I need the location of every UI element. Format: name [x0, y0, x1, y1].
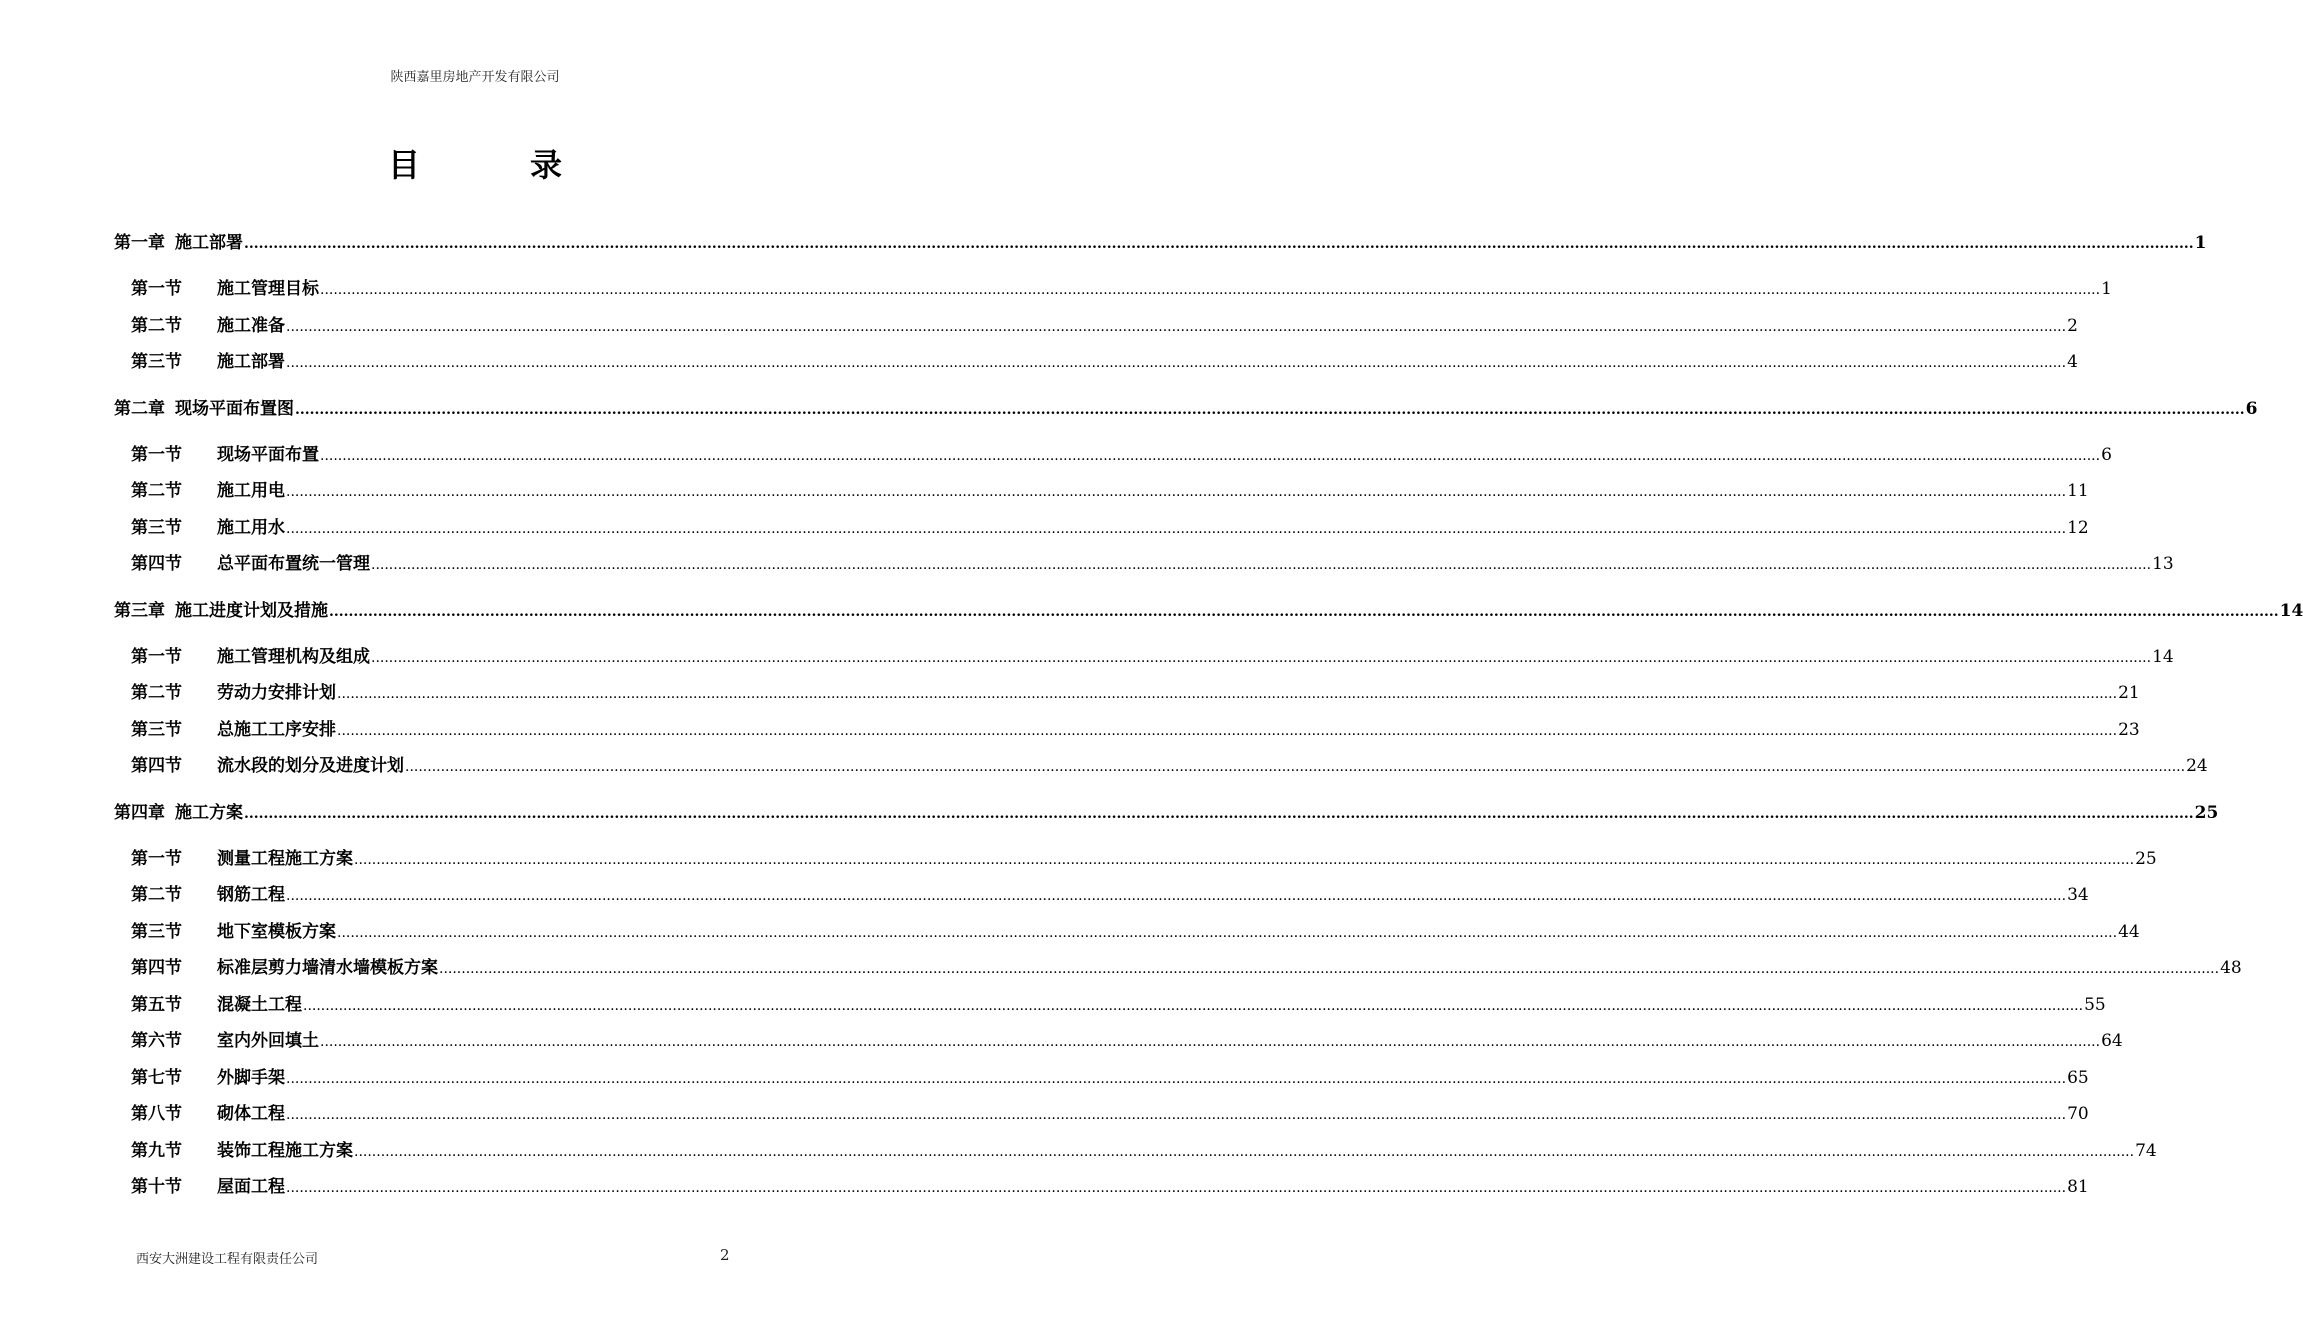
toc-entry-page: 25 — [2194, 802, 2219, 823]
toc-entry-page: 6 — [2101, 444, 2112, 465]
toc-entry-label — [131, 715, 336, 740]
toc-chapter-entry[interactable] — [114, 597, 2303, 621]
toc-chapter-entry[interactable] — [114, 229, 2207, 253]
toc-entry-label — [114, 228, 243, 253]
toc-entry-page: 74 — [2135, 1140, 2157, 1161]
toc-entry-label — [131, 1063, 285, 1088]
toc-section-entry[interactable] — [131, 918, 2140, 942]
toc-dot-leader: ................................................................................................................................................................................................................................................................................................................................................................................................................ — [286, 484, 2067, 500]
toc-section-entry[interactable] — [131, 1173, 2089, 1197]
toc-entry-label — [131, 844, 353, 869]
toc-dot-leader: ................................................................................................................................................................................................................................................................................................................................................................................................................ — [303, 997, 2084, 1014]
toc-section-entry[interactable] — [131, 1100, 2089, 1124]
toc-entry-label — [131, 1026, 319, 1051]
toc-entry-label — [131, 549, 370, 574]
toc-entry-page: 11 — [2067, 481, 2089, 501]
toc-dot-leader: ................................................................................................................................................................................................................................................................................................................................................................................................................ — [286, 355, 2067, 371]
toc-section-entry[interactable] — [131, 954, 2242, 978]
toc-entry-page: 70 — [2067, 1104, 2089, 1124]
toc-dot-leader: ................................................................................................................................................................................................................................................................................................................................................................................................................ — [286, 1107, 2067, 1123]
toc-dot-leader: ................................................................................................................................................................................................................................................................................................................................................................................................................ — [295, 401, 2245, 418]
toc-entry-title: 施工管理机构及组成 — [217, 646, 370, 667]
toc-section-entry[interactable] — [131, 716, 2140, 740]
toc-dot-leader: ................................................................................................................................................................................................................................................................................................................................................................................................................ — [286, 520, 2067, 537]
toc-entry-page: 48 — [2220, 958, 2242, 978]
toc-entry-title: 砌体工程 — [217, 1104, 285, 1124]
toc-entry-page: 34 — [2067, 885, 2089, 905]
toc-entry-number: 第四章 — [114, 802, 165, 823]
toc-entry-number: 第二节 — [131, 885, 182, 905]
toc-entry-page: 13 — [2152, 554, 2174, 574]
toc-entry-title: 屋面工程 — [217, 1177, 285, 1197]
toc-entry-number: 第七节 — [131, 1067, 182, 1088]
toc-entry-title: 施工用水 — [217, 517, 285, 538]
toc-section-entry[interactable] — [131, 1137, 2157, 1161]
toc-entry-page: 23 — [2118, 719, 2140, 740]
toc-entry-label — [131, 678, 336, 703]
toc-title — [0, 140, 950, 186]
toc-entry-number: 第三节 — [131, 719, 182, 740]
toc-entry-title: 钢筋工程 — [217, 885, 285, 905]
toc-entry-label — [114, 798, 243, 823]
toc-entry-label — [131, 274, 319, 299]
toc-section-entry[interactable] — [131, 514, 2089, 538]
toc-section-entry[interactable] — [131, 348, 2078, 372]
toc-section-entry[interactable] — [131, 550, 2174, 574]
toc-entry-page: 12 — [2067, 517, 2089, 538]
toc-entry-title: 劳动力安排计划 — [217, 683, 336, 703]
toc-entry-label — [131, 642, 370, 667]
toc-entry-page: 1 — [2194, 233, 2207, 253]
toc-entry-title: 施工部署 — [217, 352, 285, 372]
toc-dot-leader: ................................................................................................................................................................................................................................................................................................................................................................................................................ — [286, 1070, 2067, 1087]
toc-section-entry[interactable] — [131, 679, 2140, 703]
toc-entry-page: 64 — [2101, 1031, 2123, 1051]
toc-entry-label — [131, 513, 285, 538]
toc-section-entry[interactable] — [131, 752, 2208, 776]
toc-title-char-2: 录 — [530, 146, 563, 184]
toc-entry-number: 第四节 — [131, 958, 182, 978]
toc-entry-label — [131, 476, 285, 501]
toc-entry-title: 总施工工序安排 — [217, 719, 336, 740]
toc-entry-number: 第二节 — [131, 315, 182, 336]
toc-entry-number: 第一节 — [131, 444, 182, 465]
toc-entry-label — [114, 596, 328, 621]
toc-entry-number: 第五节 — [131, 994, 182, 1015]
toc-chapter-entry[interactable] — [114, 395, 2258, 419]
toc-section-entry[interactable] — [131, 312, 2078, 336]
toc-entry-page: 21 — [2118, 683, 2140, 703]
toc-entry-number: 第九节 — [131, 1140, 182, 1161]
toc-entry-label — [131, 1172, 285, 1197]
toc-section-entry[interactable] — [131, 845, 2157, 869]
toc-dot-leader: ................................................................................................................................................................................................................................................................................................................................................................................................................ — [439, 961, 2220, 977]
toc-section-entry[interactable] — [131, 1064, 2089, 1088]
toc-entry-title: 流水段的划分及进度计划 — [217, 756, 404, 776]
toc-section-entry[interactable] — [131, 991, 2106, 1015]
toc-entry-title: 外脚手架 — [217, 1067, 285, 1088]
toc-entry-label — [131, 751, 404, 776]
toc-section-entry[interactable] — [131, 1027, 2123, 1051]
toc-entry-page: 2 — [2067, 315, 2078, 336]
toc-entry-number: 第一章 — [114, 233, 165, 253]
toc-dot-leader: ................................................................................................................................................................................................................................................................................................................................................................................................................ — [286, 318, 2067, 335]
toc-section-entry[interactable] — [131, 643, 2174, 667]
toc-entry-number: 第二节 — [131, 683, 182, 703]
toc-dot-leader: ................................................................................................................................................................................................................................................................................................................................................................................................................ — [244, 805, 2194, 822]
toc-dot-leader: ................................................................................................................................................................................................................................................................................................................................................................................................................ — [329, 603, 2279, 620]
toc-dot-leader: ................................................................................................................................................................................................................................................................................................................................................................................................................ — [371, 649, 2152, 666]
toc-entry-title: 现场平面布置图 — [175, 398, 294, 419]
toc-entry-label — [131, 1136, 353, 1161]
toc-entry-page: 24 — [2186, 756, 2208, 776]
toc-dot-leader: ................................................................................................................................................................................................................................................................................................................................................................................................................ — [337, 686, 2118, 702]
toc-entry-title: 装饰工程施工方案 — [217, 1140, 353, 1161]
toc-entry-page: 44 — [2118, 921, 2140, 942]
toc-entry-title: 室内外回填土 — [217, 1031, 319, 1051]
toc-dot-leader: ................................................................................................................................................................................................................................................................................................................................................................................................................ — [405, 759, 2186, 775]
toc-section-entry[interactable] — [131, 881, 2089, 905]
page-header: 陕西嘉里房地产开发有限公司 — [390, 70, 560, 85]
toc-entry-page: 65 — [2067, 1067, 2089, 1088]
toc-entry-title: 混凝土工程 — [217, 994, 302, 1015]
toc-dot-leader: ................................................................................................................................................................................................................................................................................................................................................................................................................ — [320, 1034, 2101, 1050]
toc-dot-leader: ................................................................................................................................................................................................................................................................................................................................................................................................................ — [286, 1180, 2067, 1196]
toc-entry-label — [131, 917, 336, 942]
toc-entry-label — [131, 311, 285, 336]
toc-entry-page: 55 — [2084, 994, 2106, 1015]
toc-entry-label — [114, 394, 294, 419]
toc-dot-leader: ................................................................................................................................................................................................................................................................................................................................................................................................................ — [244, 236, 2194, 252]
toc-dot-leader: ................................................................................................................................................................................................................................................................................................................................................................................................................ — [354, 851, 2135, 868]
toc-entry-number: 第四节 — [131, 756, 182, 776]
toc-entry-title: 地下室模板方案 — [217, 921, 336, 942]
footer-company: 西安大洲建设工程有限责任公司 — [136, 1252, 319, 1267]
toc-entry-title: 总平面布置统一管理 — [217, 554, 370, 574]
toc-entry-title: 施工方案 — [175, 802, 243, 823]
toc-entry-number: 第一节 — [131, 279, 182, 299]
toc-entry-title: 施工部署 — [175, 233, 243, 253]
toc-entry-label — [131, 880, 285, 905]
toc-section-entry[interactable] — [131, 477, 2089, 501]
toc-entry-label — [131, 440, 319, 465]
toc-entry-number: 第一节 — [131, 848, 182, 869]
toc-entry-number: 第二节 — [131, 481, 182, 501]
toc-dot-leader: ................................................................................................................................................................................................................................................................................................................................................................................................................ — [371, 557, 2152, 573]
toc-entry-number: 第二章 — [114, 398, 165, 419]
toc-section-entry[interactable] — [131, 275, 2112, 299]
toc-entry-title: 标准层剪力墙清水墙模板方案 — [217, 958, 438, 978]
toc-entry-page: 4 — [2067, 352, 2078, 372]
toc-entry-title: 施工管理目标 — [217, 279, 319, 299]
footer-page-number: 2 — [720, 1246, 730, 1264]
toc-entry-number: 第三章 — [114, 600, 165, 621]
toc-entry-page: 25 — [2135, 848, 2157, 869]
toc-entry-number: 第四节 — [131, 554, 182, 574]
toc-section-entry[interactable] — [131, 441, 2112, 465]
toc-chapter-entry[interactable] — [114, 799, 2219, 823]
toc-entry-page: 14 — [2279, 600, 2303, 621]
toc-entry-title: 施工用电 — [217, 481, 285, 501]
toc-entry-page: 6 — [2245, 398, 2258, 419]
toc-entry-label — [131, 990, 302, 1015]
toc-dot-leader: ................................................................................................................................................................................................................................................................................................................................................................................................................ — [320, 282, 2101, 298]
toc-entry-page: 1 — [2101, 279, 2112, 299]
toc-entry-number: 第六节 — [131, 1031, 182, 1051]
toc-entry-title: 施工进度计划及措施 — [175, 600, 328, 621]
toc-entry-page: 81 — [2067, 1177, 2089, 1197]
toc-dot-leader: ................................................................................................................................................................................................................................................................................................................................................................................................................ — [320, 447, 2101, 464]
toc-entry-number: 第八节 — [131, 1104, 182, 1124]
toc-entry-number: 第三节 — [131, 517, 182, 538]
toc-entry-label — [131, 1099, 285, 1124]
toc-entry-number: 第三节 — [131, 352, 182, 372]
toc-entry-title: 测量工程施工方案 — [217, 848, 353, 869]
toc-dot-leader: ................................................................................................................................................................................................................................................................................................................................................................................................................ — [354, 1143, 2135, 1160]
toc-entry-number: 第三节 — [131, 921, 182, 942]
toc-dot-leader: ................................................................................................................................................................................................................................................................................................................................................................................................................ — [286, 888, 2067, 904]
toc-entry-number: 第一节 — [131, 646, 182, 667]
toc-entry-number: 第十节 — [131, 1177, 182, 1197]
toc-title-char-1: 目 — [387, 146, 420, 184]
toc-dot-leader: ................................................................................................................................................................................................................................................................................................................................................................................................................ — [337, 722, 2118, 739]
toc-entry-title: 现场平面布置 — [217, 444, 319, 465]
toc-entry-label — [131, 347, 285, 372]
toc-entry-title: 施工准备 — [217, 315, 285, 336]
toc-entry-label — [131, 953, 438, 978]
toc-entry-page: 14 — [2152, 646, 2174, 667]
toc-dot-leader: ................................................................................................................................................................................................................................................................................................................................................................................................................ — [337, 924, 2118, 941]
